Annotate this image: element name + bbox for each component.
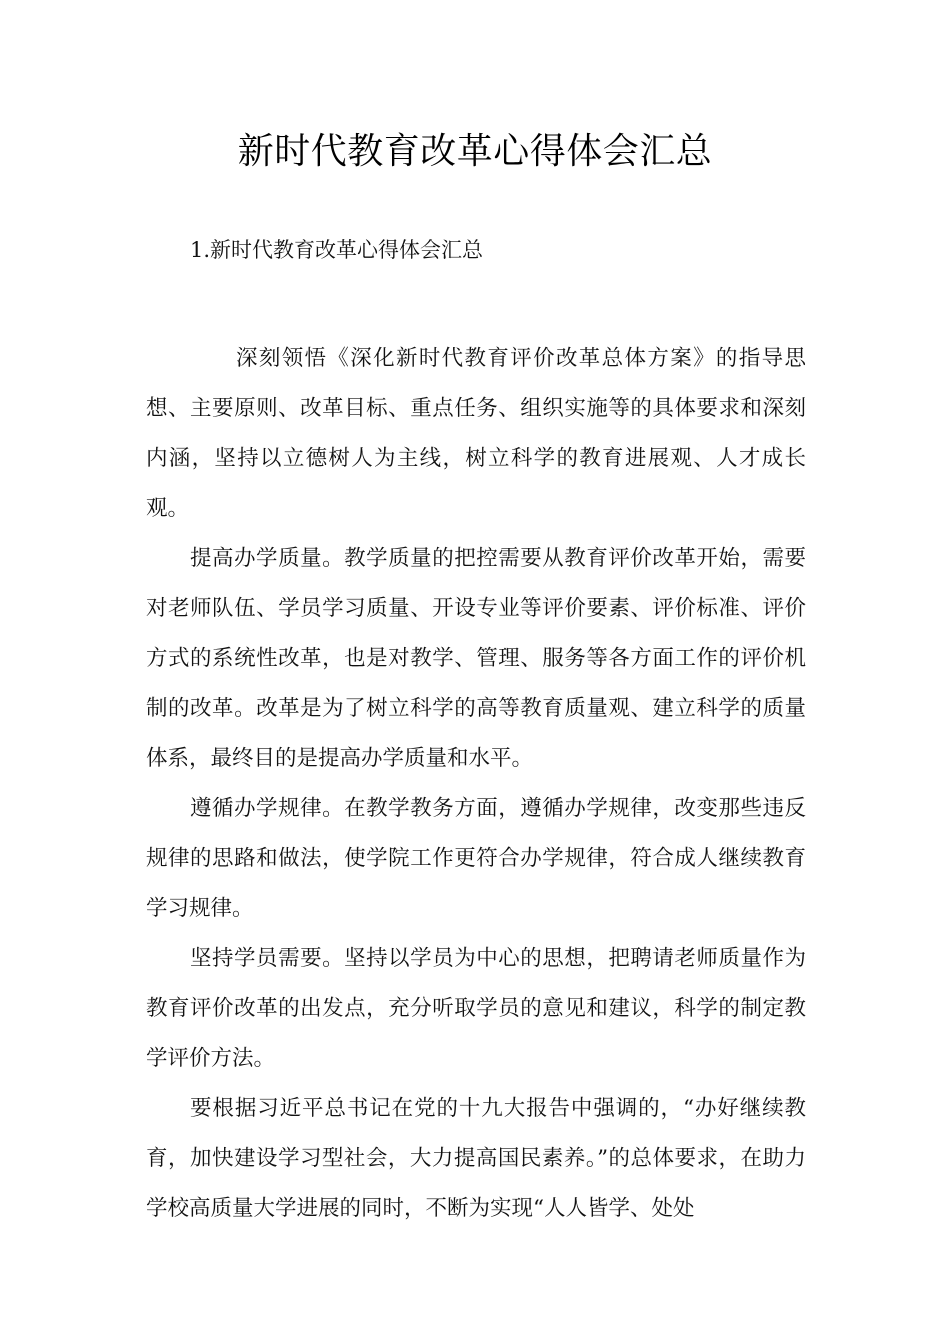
paragraph: 提高办学质量。教学质量的把控需要从教育评价改革开始，需要对老师队伍、学员学习质量、开设专业等评价要素、评价标准、评价方式的系统性改革，也是对教学、管理、服务等各方面工作的评价机制的改革。改革是为了树立科学的高等教育质量观、建立科学的质量体系，最终目的是提高办学质量和水平。 xyxy=(146,546,806,771)
paragraph: 坚持学员需要。坚持以学员为中心的思想，把聘请老师质量作为教育评价改革的出发点，充分听取学员的意见和建议，科学的制定教学评价方法。 xyxy=(146,946,806,1071)
paragraph: 遵循办学规律。在教学教务方面，遵循办学规律，改变那些违反规律的思路和做法，使学院工作更符合办学规律，符合成人继续教育学习规律。 xyxy=(146,796,806,921)
section-heading: 1.新时代教育改革心得体会汇总 xyxy=(190,238,484,262)
paragraph: 深刻领悟《深化新时代教育评价改革总体方案》的指导思想、主要原则、改革目标、重点任务、组织实施等的具体要求和深刻内涵，坚持以立德树人为主线，树立科学的教育进展观、人才成长观。 xyxy=(146,346,806,521)
document-body xyxy=(146,334,806,1234)
document-title: 新时代教育改革心得体会汇总 xyxy=(237,131,713,172)
paragraph: 要根据习近平总书记在党的十九大报告中强调的，“办好继续教育，加快建设学习型社会，大力提高国民素养。”的总体要求，在助力学校高质量大学进展的同时，不断为实现“人人皆学、处处 xyxy=(146,1096,806,1221)
